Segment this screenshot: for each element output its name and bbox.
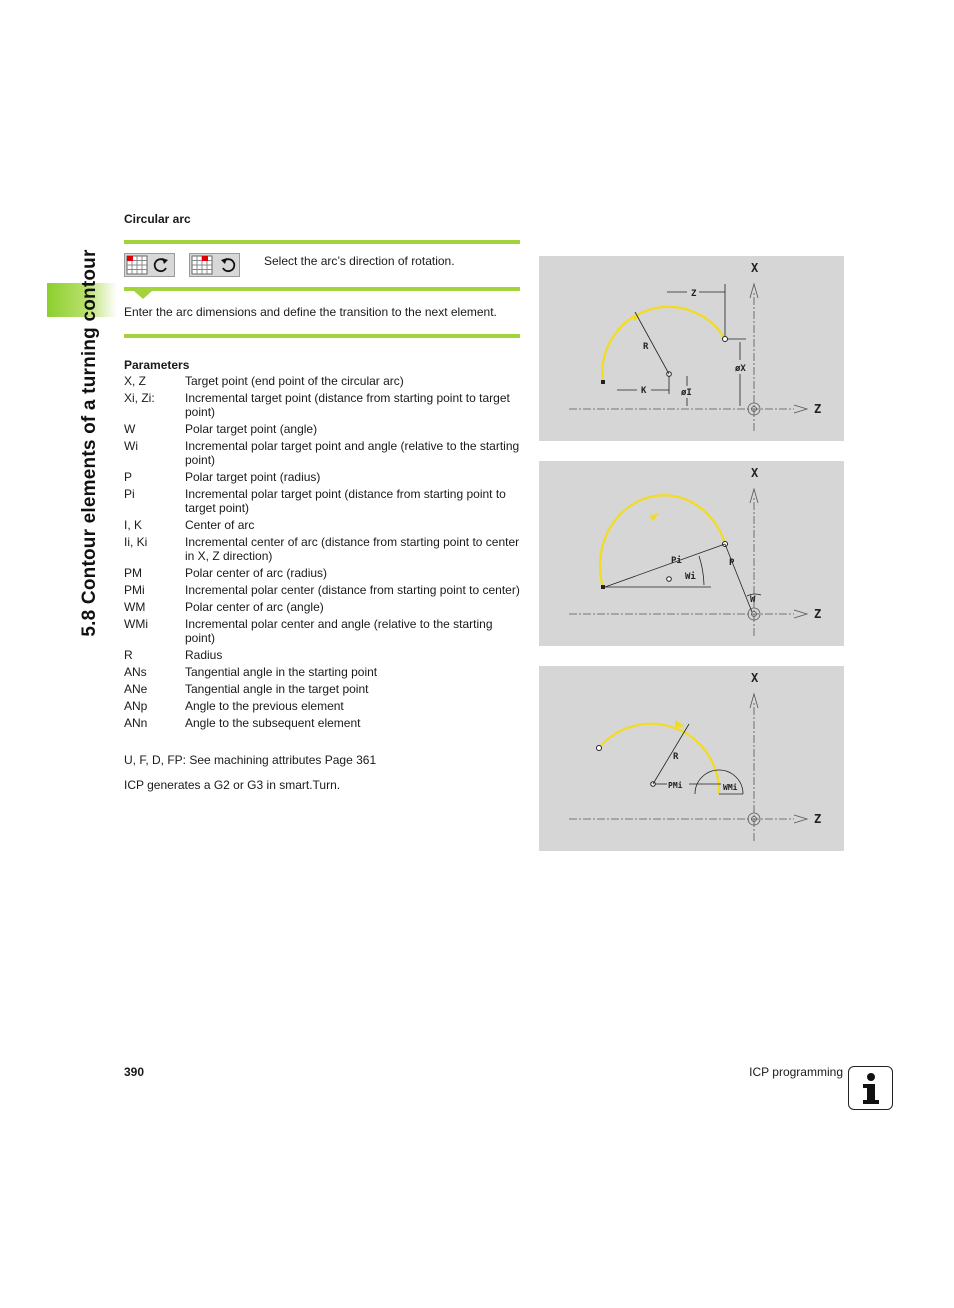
param-desc: Incremental target point (distance from starting point to target point) bbox=[185, 391, 510, 419]
param-key: X, Z bbox=[124, 374, 147, 388]
param-key: ANe bbox=[124, 682, 148, 696]
param-key: Wi bbox=[124, 439, 138, 453]
param-key: PMi bbox=[124, 583, 145, 597]
param-key: ANn bbox=[124, 716, 148, 730]
param-key: W bbox=[124, 422, 136, 436]
r-label: R bbox=[643, 342, 649, 352]
divider-top bbox=[124, 240, 520, 244]
param-key: WM bbox=[124, 600, 146, 614]
table-row bbox=[124, 597, 520, 614]
table-row bbox=[124, 374, 520, 388]
table-row bbox=[124, 467, 520, 484]
diagram-polar-center bbox=[539, 666, 844, 851]
x-axis-label: X bbox=[751, 261, 759, 275]
param-desc: Incremental polar target point (distance from starting point to target point) bbox=[185, 487, 506, 515]
z-axis-label: Z bbox=[814, 402, 822, 416]
pmi-label: PMi bbox=[668, 781, 683, 790]
table-row bbox=[124, 563, 520, 580]
table-row bbox=[124, 484, 520, 515]
table-row bbox=[124, 580, 520, 597]
divider-middle bbox=[124, 287, 520, 291]
table-row bbox=[124, 713, 520, 730]
param-desc: Angle to the subsequent element bbox=[185, 716, 361, 730]
footer-title: ICP programming bbox=[749, 1065, 843, 1079]
table-row bbox=[124, 515, 520, 532]
z-dimension-label: Z bbox=[691, 289, 697, 299]
divider-arrow bbox=[134, 291, 152, 299]
param-desc: Incremental polar center and angle (relative to the starting point) bbox=[185, 617, 493, 645]
z-axis-label: Z bbox=[814, 812, 822, 826]
param-desc: Incremental polar target point and angle (relative to the starting point) bbox=[185, 439, 520, 467]
page-number: 390 bbox=[124, 1065, 145, 1079]
rotate-clockwise-icon bbox=[125, 254, 174, 276]
param-desc: Polar target point (angle) bbox=[185, 422, 318, 436]
section-title: Circular arc bbox=[124, 212, 191, 226]
param-key: R bbox=[124, 648, 133, 662]
chapter-title: 5.8 Contour elements of a turning contour bbox=[79, 249, 100, 637]
k-label: K bbox=[641, 386, 647, 396]
table-row bbox=[124, 645, 520, 662]
param-desc: Polar center of arc (angle) bbox=[185, 600, 324, 614]
z-axis-label: Z bbox=[814, 607, 822, 621]
diagram-target-point bbox=[539, 256, 844, 441]
param-desc: Radius bbox=[185, 648, 223, 662]
divider-bottom bbox=[124, 334, 520, 338]
pi-label: Pi bbox=[671, 556, 682, 566]
param-desc: Polar center of arc (radius) bbox=[185, 566, 328, 580]
param-key: ANs bbox=[124, 665, 147, 679]
param-desc: Target point (end point of the circular arc) bbox=[185, 374, 404, 388]
diagram-polar-target bbox=[539, 461, 844, 646]
table-row bbox=[124, 696, 520, 713]
param-key: Pi bbox=[124, 487, 135, 501]
rotate-counterclockwise-icon bbox=[190, 254, 239, 276]
table-row bbox=[124, 436, 520, 467]
arc-clockwise-softkey[interactable] bbox=[124, 253, 175, 277]
x-axis-label: X bbox=[751, 671, 759, 685]
param-key: Xi, Zi: bbox=[124, 391, 155, 405]
param-key: P bbox=[124, 470, 133, 484]
param-desc: Angle to the previous element bbox=[185, 699, 344, 713]
machining-attributes-note: U, F, D, FP: See machining attributes Page 361 bbox=[124, 753, 377, 767]
param-desc: Tangential angle in the target point bbox=[185, 682, 369, 696]
param-key: I, K bbox=[124, 518, 143, 532]
param-key: ANp bbox=[124, 699, 148, 713]
param-key: Ii, Ki bbox=[124, 535, 148, 549]
table-row bbox=[124, 662, 520, 679]
param-desc: Incremental polar center (distance from starting point to center) bbox=[185, 583, 520, 597]
table-row bbox=[124, 388, 520, 419]
param-desc: Center of arc bbox=[185, 518, 255, 532]
generates-note: ICP generates a G2 or G3 in smart.Turn. bbox=[124, 778, 341, 792]
param-key: WMi bbox=[124, 617, 148, 631]
i-diameter-label: øI bbox=[681, 388, 692, 398]
enter-dimensions-text: Enter the arc dimensions and define the transition to the next element. bbox=[124, 305, 497, 319]
wi-label: Wi bbox=[685, 572, 696, 582]
table-row bbox=[124, 532, 520, 563]
parameters-heading: Parameters bbox=[124, 358, 190, 372]
table-row bbox=[124, 679, 520, 696]
param-key: PM bbox=[124, 566, 142, 580]
table-row bbox=[124, 419, 520, 436]
wmi-label: WMi bbox=[723, 783, 738, 792]
info-icon bbox=[848, 1066, 893, 1110]
p-label: P bbox=[729, 558, 735, 568]
table-row bbox=[124, 614, 520, 645]
w-label: W bbox=[750, 595, 756, 605]
param-desc: Tangential angle in the starting point bbox=[185, 665, 378, 679]
param-desc: Polar target point (radius) bbox=[185, 470, 321, 484]
x-axis-label: X bbox=[751, 466, 759, 480]
x-diameter-label: øX bbox=[735, 364, 746, 374]
param-desc: Incremental center of arc (distance from starting point to center in X, Z direction) bbox=[185, 535, 520, 563]
parameters-table bbox=[124, 374, 520, 730]
select-direction-text: Select the arc’s direction of rotation. bbox=[264, 254, 455, 268]
r-label: R bbox=[673, 752, 679, 762]
arc-counterclockwise-softkey[interactable] bbox=[189, 253, 240, 277]
